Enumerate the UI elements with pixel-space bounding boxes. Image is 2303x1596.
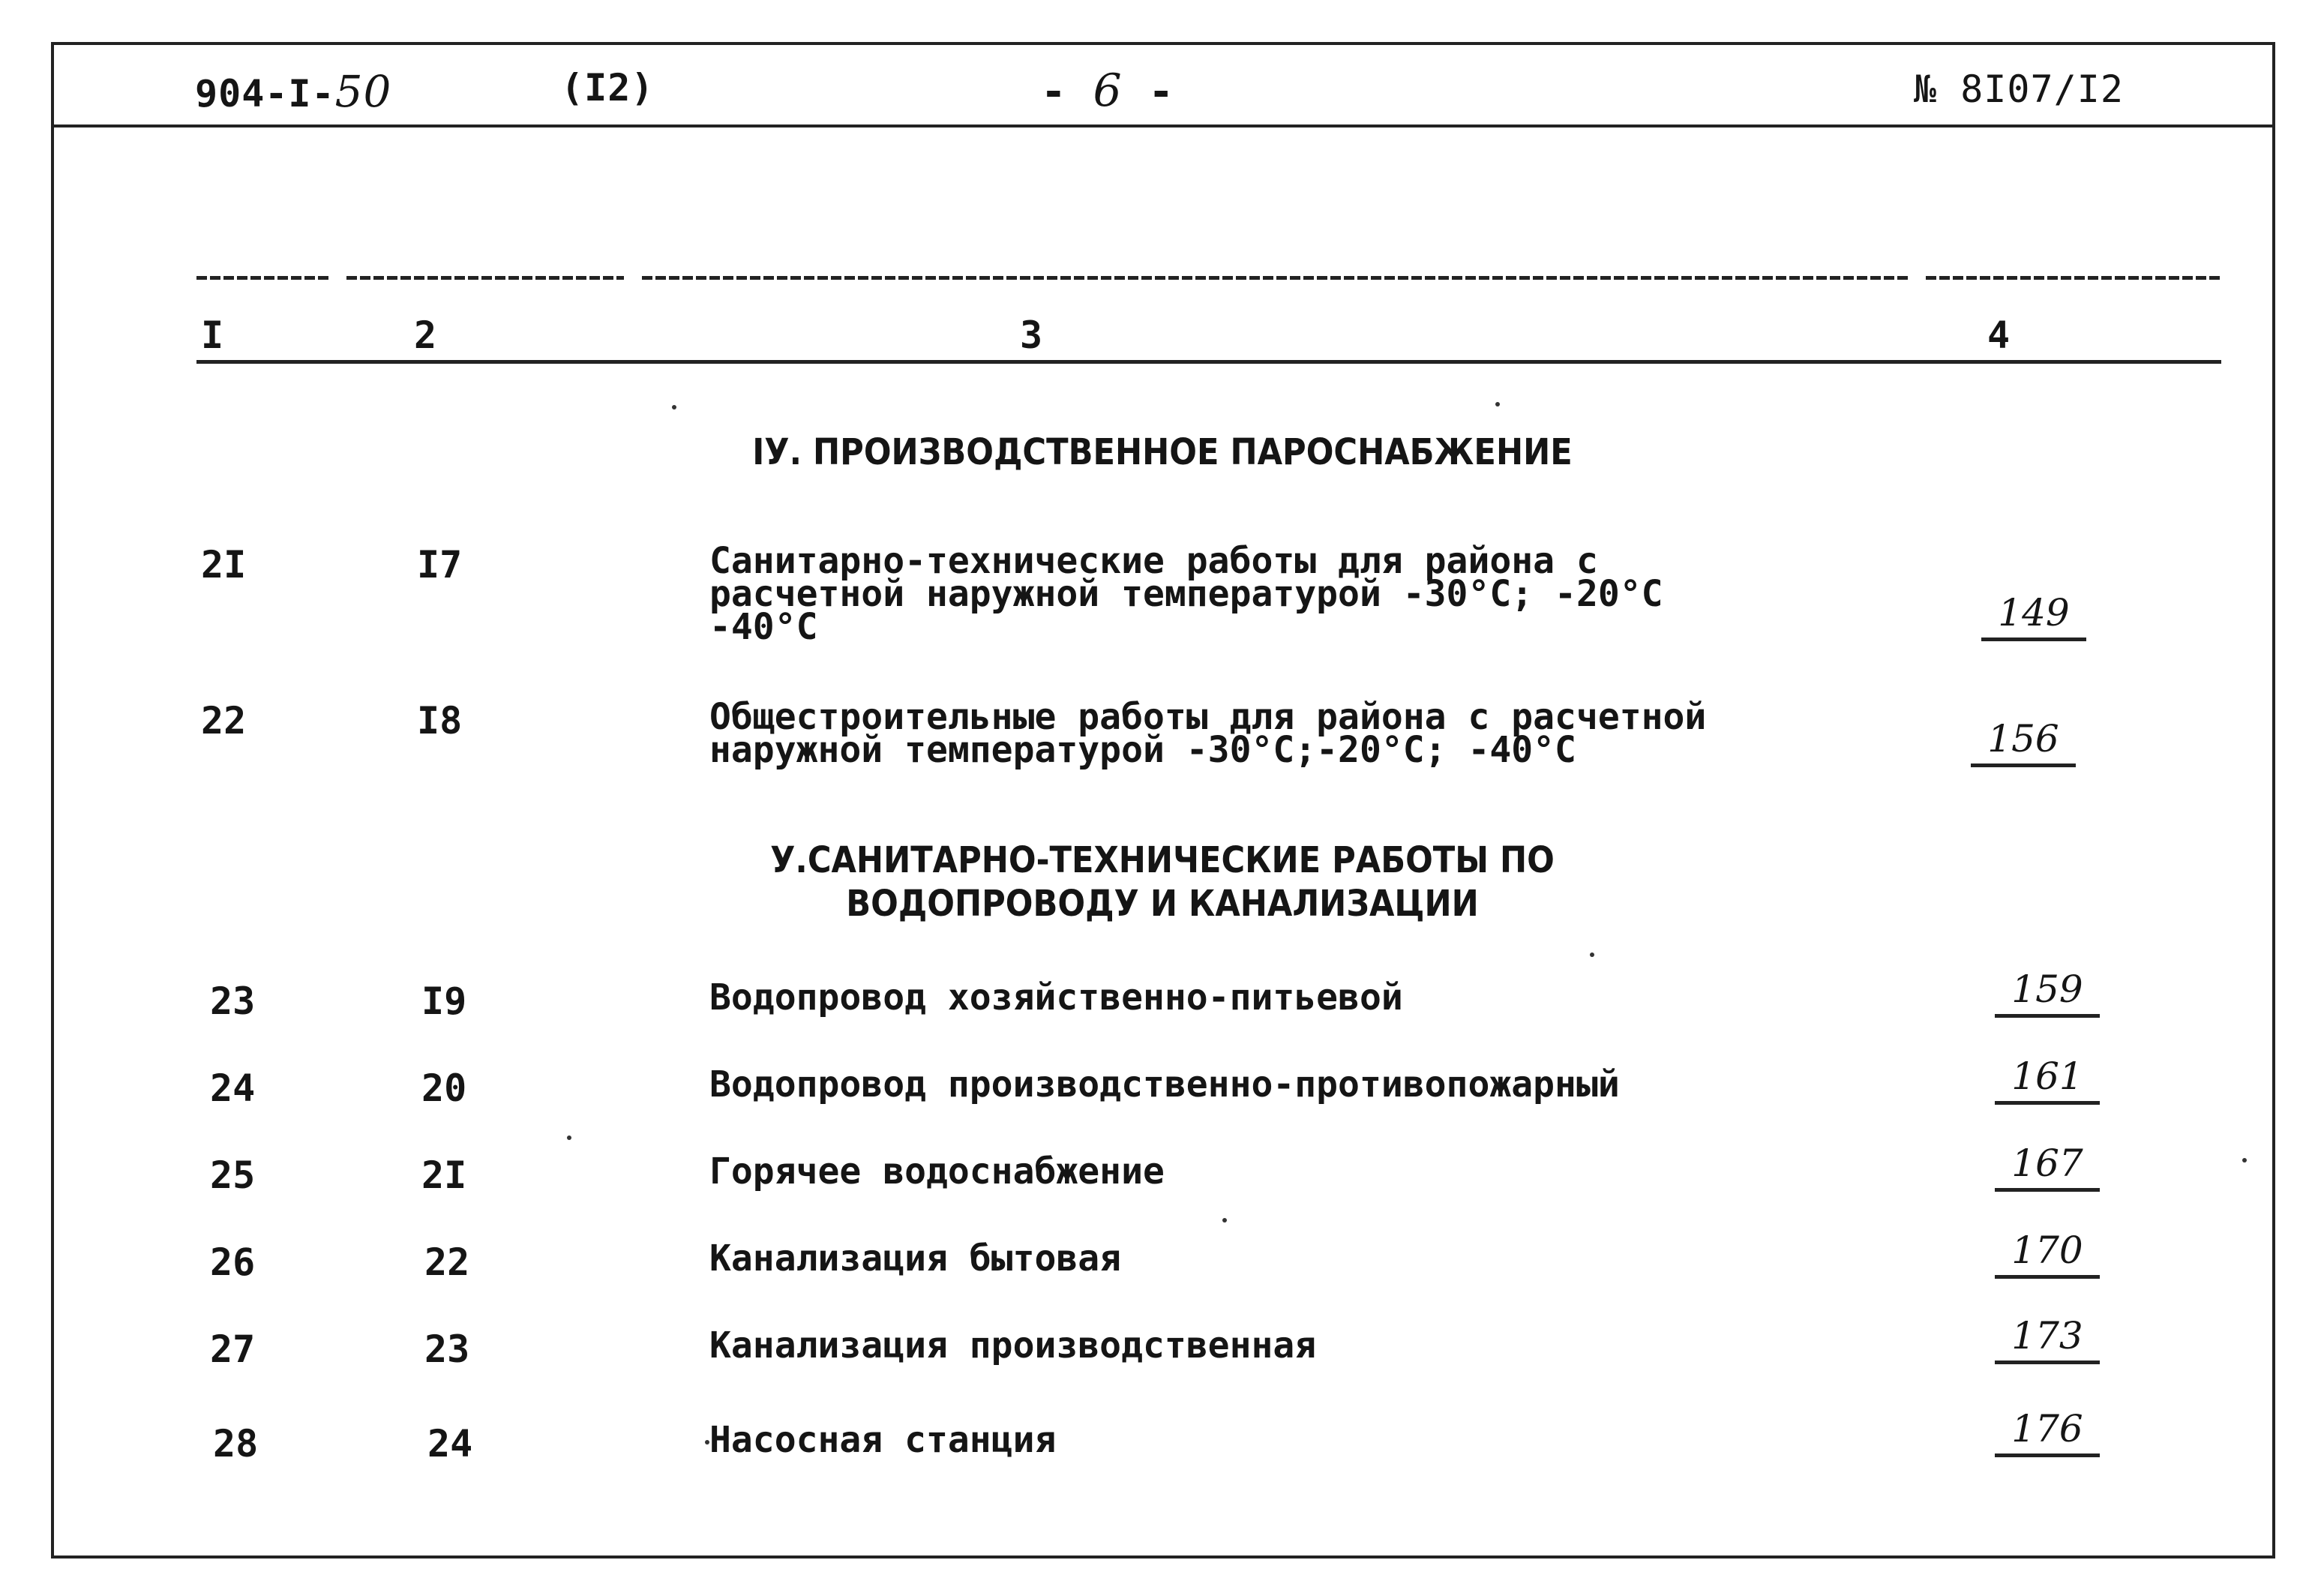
row-page: 170	[1995, 1228, 2100, 1279]
row-number: 27	[210, 1328, 256, 1371]
row-description: Канализация производственная	[709, 1324, 1317, 1366]
row-sheet: I7	[417, 543, 463, 586]
row-sheet: 2I	[421, 1154, 467, 1197]
scan-speck	[1495, 402, 1500, 406]
row-description: Канализация бытовая	[709, 1238, 1122, 1280]
row-sheet: I8	[417, 699, 463, 742]
project-code-prefix: 904-I-	[195, 72, 335, 116]
column-header-1: I	[201, 314, 224, 357]
scan-speck	[1222, 1218, 1227, 1222]
header-rule	[196, 360, 2221, 364]
page-dash-right: -	[1122, 68, 1175, 116]
row-page: 161	[1995, 1054, 2100, 1105]
row-description: Насосная станция	[709, 1419, 1057, 1461]
scan-speck	[2242, 1158, 2247, 1162]
project-code-suffix: 50	[334, 66, 392, 117]
row-page: 149	[1981, 591, 2086, 641]
row-sheet: 23	[424, 1328, 470, 1371]
row-number: 25	[210, 1154, 256, 1197]
scan-speck	[705, 1440, 709, 1444]
row-number: 23	[210, 980, 256, 1023]
row-page: 167	[1995, 1142, 2100, 1192]
row-description: Общестроительные работы для района с расчетной наружной температурой -30°С;-20°С; -40°С	[709, 696, 1707, 771]
row-number: 2I	[201, 543, 247, 586]
document-number: № 8I07/I2	[1914, 68, 2124, 111]
row-number: 22	[201, 699, 247, 742]
row-sheet: I9	[421, 980, 467, 1023]
row-number: 28	[213, 1422, 259, 1466]
column-rule-3	[642, 276, 1909, 280]
row-number: 24	[210, 1066, 256, 1110]
row-page: 176	[1995, 1407, 2100, 1457]
page-number	[1041, 64, 1174, 117]
row-page: 156	[1971, 717, 2076, 767]
section-title: IУ. ПРОИЗВОДСТВЕННОЕ ПАРОСНАБЖЕНИЕ	[752, 431, 1573, 473]
page-number-value: 6	[1093, 64, 1123, 117]
column-header-2: 2	[414, 314, 437, 357]
row-sheet: 22	[424, 1240, 470, 1284]
scan-speck	[672, 405, 676, 410]
variant-code: (I2)	[561, 66, 655, 110]
row-page: 173	[1995, 1314, 2100, 1364]
row-description: Горячее водоснабжение	[709, 1150, 1165, 1192]
row-number: 26	[210, 1240, 256, 1284]
row-description: Водопровод хозяйственно-питьевой	[709, 976, 1403, 1018]
scan-speck	[567, 1136, 571, 1140]
header-divider	[51, 124, 2275, 128]
project-code	[195, 66, 391, 117]
column-header-3: 3	[1020, 314, 1043, 357]
row-page: 159	[1995, 968, 2100, 1018]
column-header-4: 4	[1987, 314, 2011, 357]
column-rule-2	[346, 276, 624, 280]
section-title: У.САНИТАРНО-ТЕХНИЧЕСКИЕ РАБОТЫ ПО ВОДОПРОВОДУ И КАНАЛИЗАЦИИ	[770, 839, 1555, 925]
page-dash-left: -	[1041, 68, 1093, 116]
column-rule-4	[1926, 276, 2221, 280]
row-sheet: 24	[427, 1422, 473, 1466]
row-description: Водопровод производственно-противопожарный	[709, 1064, 1620, 1106]
column-rule-1	[196, 276, 331, 280]
row-description: Санитарно-технические работы для района с расчетной наружной температурой -30°С; -20°С -40°С	[709, 540, 1663, 648]
scan-speck	[1590, 952, 1594, 957]
row-sheet: 20	[421, 1066, 467, 1110]
